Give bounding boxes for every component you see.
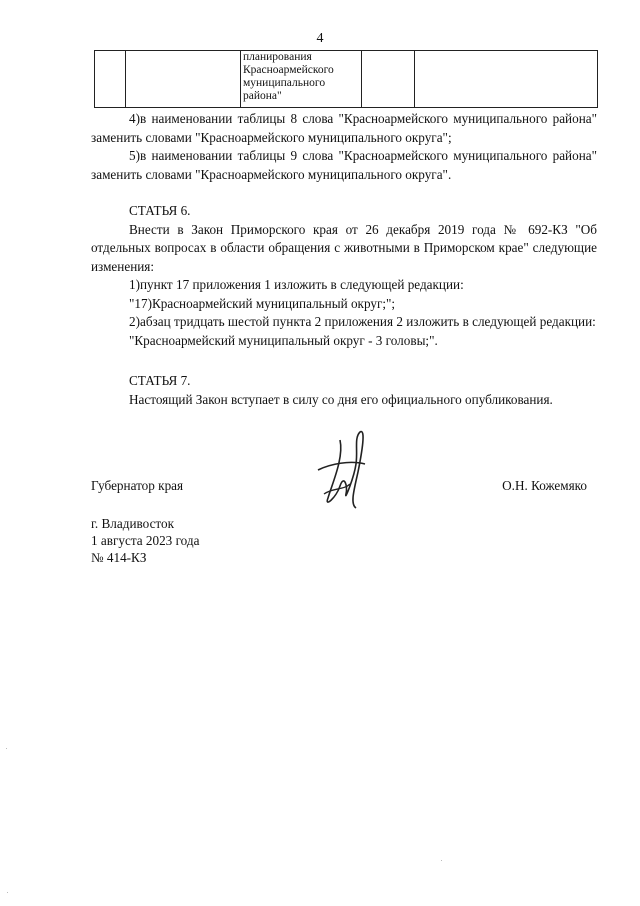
table-cell-text: планирования Красноармейского муниципального района" [241,51,362,108]
paragraph-item-4: 4)в наименовании таблицы 8 слова "Красноармейского муниципального района" заменить словами "Красноармейского муниципального округа"; [91,111,597,145]
scan-speck [7,892,8,893]
signature-row [91,478,597,498]
article-6-item-2: 2)абзац тридцать шестой пункта 2 приложения 2 изложить в следующей редакции: [129,314,596,329]
table-cell-empty [95,51,126,108]
article-6-item-1-text: "17)Красноармейский муниципальный округ;"; [129,295,396,311]
article-6-item-1: 1)пункт 17 приложения 1 изложить в следующей редакции: [129,277,464,292]
signature-icon [310,428,380,518]
table-cell-empty [415,51,598,108]
footer-city: г. Владивосток [91,516,175,531]
table-cell-empty [362,51,415,108]
paragraph-item-5: 5)в наименовании таблицы 9 слова "Красноармейского муниципального района" заменить словами "Красноармейского муниципального округа". [91,148,597,182]
article-6-intro: Внести в Закон Приморского края от 26 декабря 2019 года № 692-КЗ "Об отдельных вопросах в области обращения с животными в Приморском крае" следующие изменения: [91,221,597,274]
scan-speck [6,748,7,749]
article-6-heading: СТАТЬЯ 6. [129,203,191,218]
table-fragment [94,50,598,108]
article-7-text: Настоящий Закон вступает в силу со дня его официального опубликования. [129,391,553,407]
document-body [91,110,597,409]
footer-number: № 414-КЗ [91,550,147,565]
document-footer [91,515,199,566]
table-row [95,51,598,108]
page-number: 4 [316,31,324,46]
table-cell-empty [126,51,241,108]
scan-speck [441,860,442,861]
article-6-item-2-text: "Красноармейский муниципальный округ - 3 головы;". [129,332,438,348]
article-7-heading: СТАТЬЯ 7. [129,373,191,388]
footer-date: 1 августа 2023 года [91,533,200,548]
signatory-name: О.Н. Кожемяко [502,478,587,493]
signatory-title: Губернатор края [91,478,184,493]
